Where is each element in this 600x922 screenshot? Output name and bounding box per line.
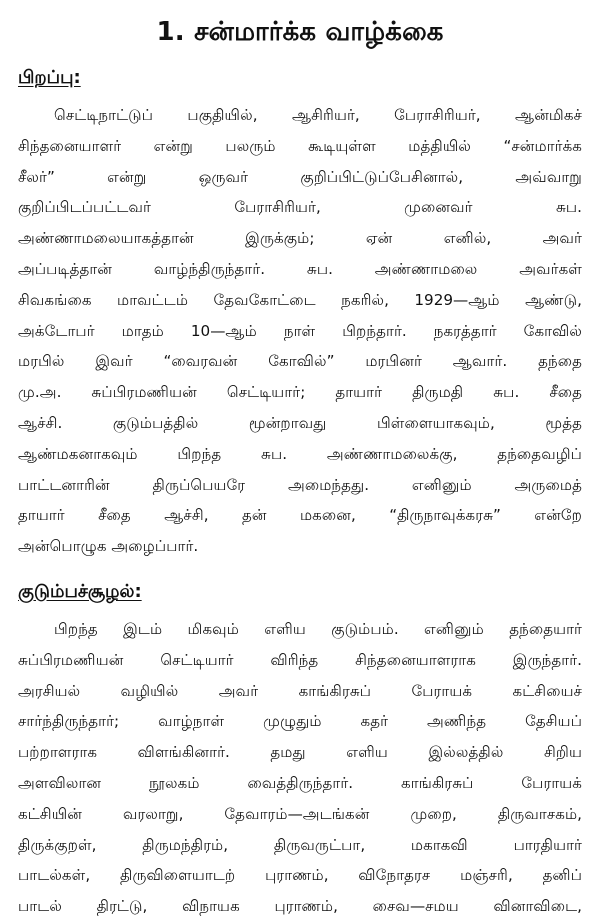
section-heading-birth: பிறப்பு: [18,67,81,88]
text-line: அன்பொழுக அழைப்பார். [18,537,199,556]
text-line: மு.அ. சுப்பிரமணியன் செட்டியார்; தாயார் திருமதி சுப. சீதை [18,383,582,402]
section-birth [18,66,582,562]
text-line: திருக்குறள், திருமந்திரம், திருவருட்பா, மகாகவி பாரதியார் [18,835,582,854]
text-line: பிறந்த இடம் மிகவும் எளிய குடும்பம். எனினும் தந்தையார் [54,619,582,638]
chapter-title: 1. சன்மார்க்க வாழ்க்கை [156,17,444,47]
text-line: பாடல்கள், திருவிளையாடற் புராணம், விநோதரச மஞ்சரி, தனிப் [18,866,582,885]
text-line: கட்சியின் வரலாறு, தேவாரம்—அடங்கன் முறை, திருவாசகம், [18,804,582,823]
section-heading-family: குடும்பச்சூழல்: [18,580,142,602]
text-line: ஆச்சி. குடும்பத்தில் மூன்றாவது பிள்ளையாகவும், மூத்த [18,413,582,432]
text-line: அப்படித்தான் வாழ்ந்திருந்தார். சுப. அண்ணாமலை அவர்கள் [18,259,582,278]
text-line: சுப்பிரமணியன் செட்டியார் விரிந்த சிந்தனையாளராக இருந்தார். [18,650,582,669]
text-line: பாட்டனாரின் திருப்பெயரே அமைந்தது. எனினும் அருமைத் [18,475,582,494]
text-line: குறிப்பிடப்பட்டவர் பேராசிரியர், முனைவர் சுப. [18,198,582,217]
paragraph-birth [18,100,582,562]
text-line: சார்ந்திருந்தார்; வாழ்நாள் முழுதும் கதர் அணிந்த தேசியப் [18,712,582,731]
text-line: பாடல் திரட்டு, விநாயக புராணம், சைவ—சமய வினாவிடை, [18,897,582,916]
text-line: அண்ணாமலையாகத்தான் இருக்கும்; ஏன் எனில், அவர் [18,229,582,248]
text-line: சீலர்” என்று ஒருவர் குறிப்பிட்டுப்பேசினால், அவ்வாறு [18,167,582,186]
text-line: அக்டோபர் மாதம் 10—ஆம் நாள் பிறந்தார். நகரத்தார் கோவில் [18,321,582,340]
text-line: ஆண்மகனாகவும் பிறந்த சுப. அண்ணாமலைக்கு, தந்தைவழிப் [18,444,582,463]
text-line: சிவகங்கை மாவட்டம் தேவகோட்டை நகரில், 1929—ஆம் ஆண்டு, [18,290,582,309]
text-line: சிந்தனையாளர் என்று பலரும் கூடியுள்ள மத்தியில் “சன்மார்க்க [18,136,582,155]
paragraph-family [18,614,582,922]
text-line: அரசியல் வழியில் அவர் காங்கிரசுப் பேராயக் கட்சியைச் [18,681,582,700]
text-line: தாயார் சீதை ஆச்சி, தன் மகனை, “திருநாவுக்கரசு” என்றே [18,506,582,525]
section-family [18,580,582,922]
text-line: மரபில் இவர் “வைரவன் கோவில்” மரபினர் ஆவார். தந்தை [18,352,582,371]
text-line: செட்டிநாட்டுப் பகுதியில், ஆசிரியர், பேராசிரியர், ஆன்மிகச் [54,106,582,124]
text-line: பற்றாளராக விளங்கினார். தமது எளிய இல்லத்தில் சிறிய [18,743,582,762]
text-line: அளவிலான நூலகம் வைத்திருந்தார். காங்கிரசுப் பேராயக் [18,773,582,792]
